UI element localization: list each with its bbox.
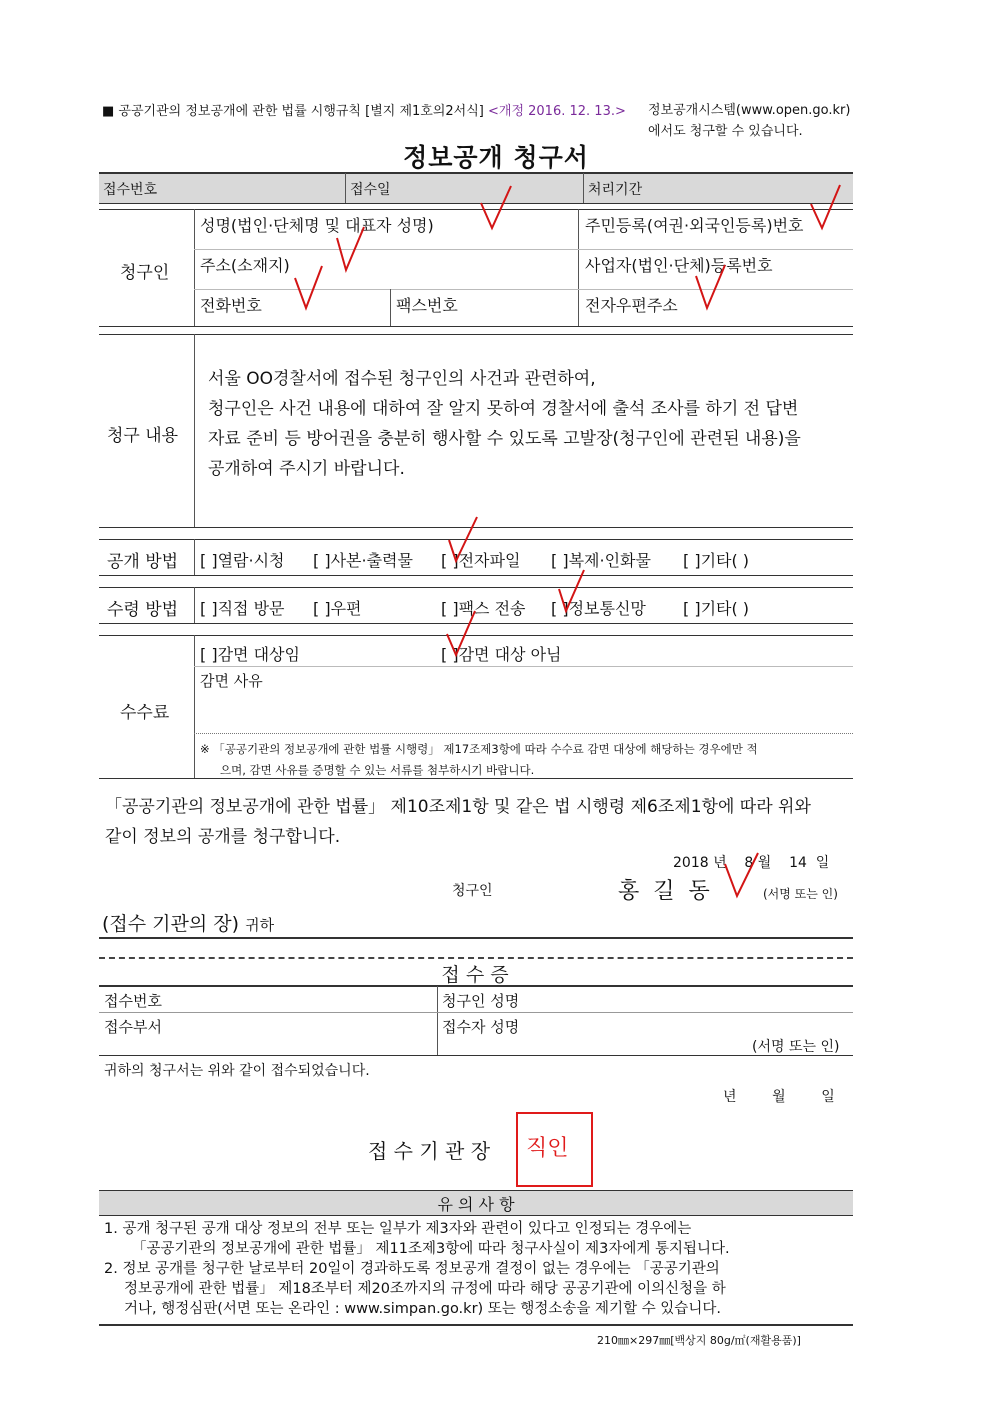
disclosure-method-label: 공개 방법: [107, 552, 179, 572]
addressee-text: (접수 기관의 장): [102, 913, 240, 935]
name-label: 성명(법인·단체명 및 대표자 성명): [200, 216, 434, 235]
receive-option-visit[interactable]: [ ]직접 방문: [200, 599, 285, 618]
request-line: 서울 OO경찰서에 접수된 청구인의 사건과 관련하여,: [208, 369, 596, 389]
disclosure-option-view[interactable]: [ ]열람·시청: [200, 551, 285, 570]
request-line: 청구인은 사건 내용에 대하여 잘 알지 못하여 경찰서에 출석 조사를 하기 전 답변: [208, 399, 799, 419]
receive-option-mail[interactable]: [ ]우편: [313, 599, 362, 618]
paper-spec: 210㎜×297㎜[백상지 80g/㎡(재활용품)]: [597, 1334, 801, 1347]
processing-period-label: 처리기간: [588, 182, 643, 198]
fax-label: 팩스번호: [396, 296, 458, 315]
id-number-label: 주민등록(여권·외국인등록)번호: [585, 216, 804, 235]
disclosure-option-electronic-file[interactable]: [ ]전자파일: [441, 551, 521, 570]
addressee-suffix: 귀하: [245, 916, 275, 934]
requester-name: 홍 길 동: [618, 879, 710, 904]
online-note-line2: 에서도 청구할 수 있습니다.: [648, 124, 803, 139]
notes-line: 「공공기관의 정보공개에 관한 법률」 제11조제3항에 따라 청구사실이 제3자에게 통지됩니다.: [132, 1241, 730, 1257]
business-number-label: 사업자(법인·단체)등록번호: [585, 256, 773, 275]
request-content-label: 청구 내용: [107, 426, 179, 446]
cut-line: [99, 957, 853, 959]
fee-section-label: 수수료: [120, 703, 170, 723]
request-date: 2018 년 8 월 14 일: [673, 855, 830, 871]
receipt-number-label: 접수번호: [103, 182, 158, 198]
regulation-reference: [102, 100, 626, 119]
requester-sign-label: 청구인: [452, 883, 493, 899]
notes-line: 2. 정보 공개를 청구한 날로부터 20일이 경과하도록 정보공개 결정이 없는 경우에는 「공공기관의: [104, 1261, 720, 1277]
check-mark-icon: [292, 262, 328, 312]
notes-line: 정보공개에 관한 법률」 제18조부터 제20조까지의 규정에 따라 해당 공공기관에 이의신청을 하: [124, 1281, 726, 1297]
address-label: 주소(소재지): [200, 256, 290, 275]
receive-method-label: 수령 방법: [107, 600, 179, 620]
request-line: 자료 준비 등 방어권을 충분히 행사할 수 있도록 고발장(청구인에 관련된 내용)을: [208, 429, 801, 449]
receipt-bar: [99, 173, 853, 203]
requester-section-label: 청구인: [120, 263, 170, 283]
disclosure-option-copy[interactable]: [ ]사본·출력물: [313, 551, 413, 570]
notes-line: 거나, 행정심판(서면 또는 온라인 : www.simpan.go.kr) 또는 행정소송을 제기할 수 있습니다.: [124, 1301, 721, 1317]
declaration-line2: 같이 정보의 공개를 청구합니다.: [105, 827, 341, 847]
receipt-confirm-text: 귀하의 청구서는 위와 같이 접수되었습니다.: [104, 1063, 370, 1079]
online-note-line1: 정보공개시스템(www.open.go.kr): [648, 103, 851, 118]
receiver-sign-note: (서명 또는 인): [752, 1039, 840, 1055]
receive-option-fax[interactable]: [ ]팩스 전송: [441, 599, 526, 618]
notes-body: [104, 1219, 730, 1319]
declaration-line1: 「공공기관의 정보공개에 관한 법률」 제10조제1항 및 같은 법 시행령 제6조제1항에 따라 위와: [105, 797, 811, 817]
requester-sign-note: (서명 또는 인): [763, 887, 838, 901]
phone-label: 전화번호: [200, 296, 262, 315]
receipt-date: 년 월 일: [723, 1089, 835, 1105]
receipt-department-label: 접수부서: [104, 1018, 162, 1036]
fee-not-exempt-option[interactable]: [ ]감면 대상 아님: [441, 645, 562, 664]
fee-note-line: ※ 「공공기관의 정보공개에 관한 법률 시행령」 제17조제3항에 따라 수수료 감면 대상에 해당하는 경우에만 적: [200, 742, 758, 756]
fee-reason-label: 감면 사유: [200, 672, 263, 690]
receive-option-network[interactable]: [ ]정보통신망: [551, 599, 646, 618]
form-title: 정보공개 청구서: [403, 143, 589, 172]
fee-exempt-option[interactable]: [ ]감면 대상임: [200, 645, 300, 664]
addressee: [102, 909, 274, 936]
disclosure-option-other[interactable]: [ ]기타( ): [683, 551, 750, 570]
request-line: 공개하여 주시기 바랍니다.: [208, 459, 405, 479]
agency-head-label: 접 수 기 관 장: [368, 1139, 491, 1163]
receiver-name-label: 접수자 성명: [442, 1018, 520, 1036]
disclosure-option-duplicate[interactable]: [ ]복제·인화물: [551, 551, 651, 570]
request-content-body: [208, 364, 801, 484]
receipt-certificate-title: 접 수 증: [441, 964, 509, 986]
official-seal-text: 직인: [526, 1136, 569, 1161]
receipt-certificate-requester-label: 청구인 성명: [442, 992, 520, 1010]
notes-line: 1. 공개 청구된 공개 대상 정보의 전부 또는 일부가 제3자와 관련이 있다고 인정되는 경우에는: [104, 1221, 692, 1237]
regulation-text: ■ 공공기관의 정보공개에 관한 법률 시행규칙 [별지 제1호의2서식]: [102, 104, 484, 119]
fee-note: [200, 739, 758, 781]
receipt-date-label: 접수일: [350, 182, 391, 198]
amendment-date: <개정 2016. 12. 13.>: [488, 104, 626, 119]
receive-option-other[interactable]: [ ]기타( ): [683, 599, 750, 618]
notes-title: 유 의 사 항: [437, 1195, 515, 1214]
fee-note-line: 으며, 감면 사유를 증명할 수 있는 서류를 첨부하시기 바랍니다.: [220, 763, 535, 777]
email-label: 전자우편주소: [585, 296, 678, 315]
receipt-certificate-number-label: 접수번호: [104, 992, 162, 1010]
